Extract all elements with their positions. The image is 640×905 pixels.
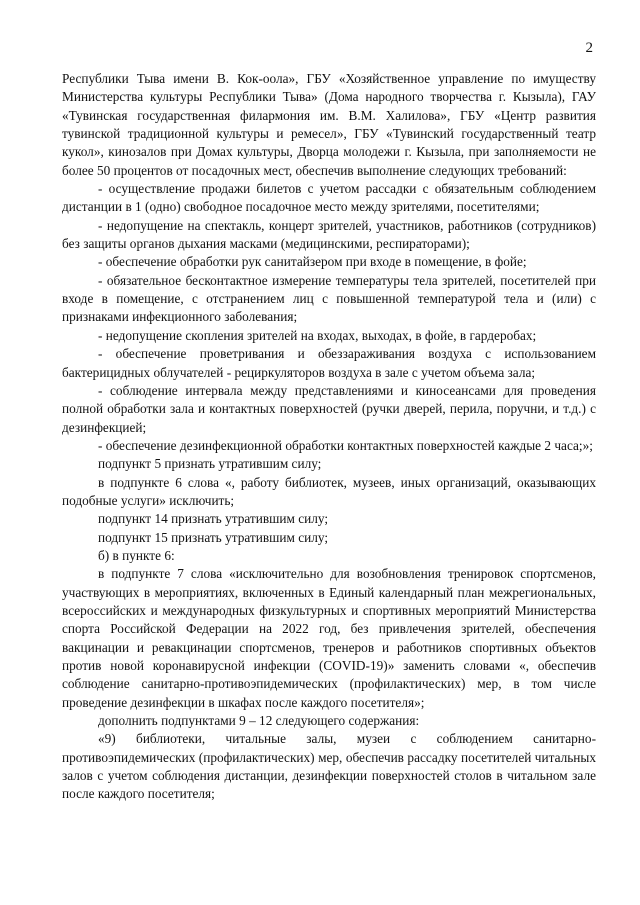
paragraph: - недопущение на спектакль, концерт зрителей, участников, работников (сотрудников) без защиты органов дыхания масками (медицинскими, респираторами); <box>62 217 596 252</box>
paragraph: «9) библиотеки, читальные залы, музеи с соблюдением санитарно-противоэпидемических (профилактических) мер, обеспечив рассадку посетителей читальных залов с учетом соблюдения дистанции, дезинфекции поверхностей столов в читальном зале после каждого посетителя; <box>62 731 596 802</box>
paragraph: - обеспечение дезинфекционной обработки контактных поверхностей каждые 2 часа;»; <box>98 437 593 453</box>
paragraph: - обеспечение проветривания и обеззараживания воздуха с использованием бактерицидных облучателей - рециркуляторов воздуха в зале с учетом объема зала; <box>62 346 596 380</box>
paragraph: Республики Тыва имени В. Кок-оола», ГБУ «Хозяйственное управление по имуществу Министерства культуры Республики Тыва» (Дома народного творчества г. Кызыла), ГАУ «Тувинская государственная филармония им. В.М. Халилова», ГБУ «Центр развития тувинской традиционной культуры и ремесел», ГБУ «Тувинский государственный театр кукол», кинозалов при Домах культуры, Дворца молодежи г. Кызыла, при заполняемости не более 50 процентов от посадочных мест, обеспечив выполнение следующих требований: <box>62 71 596 178</box>
paragraph: подпункт 15 признать утратившим силу; <box>98 529 329 545</box>
paragraph: - обеспечение обработки рук санитайзером при входе в помещение, в фойе; <box>98 254 527 270</box>
document-body <box>62 70 596 804</box>
paragraph: подпункт 5 признать утратившим силу; <box>98 456 322 472</box>
paragraph: в подпункте 7 слова «исключительно для возобновления тренировок спортсменов, участвующих в мероприятиях, включенных в Единый календарный план межрегиональных, всероссийских и международных физкультурных и спортивных мероприятий Министерства спорта Российской Федерации на 2022 год, без привлечения зрителей, обеспечения вакцинации и ревакцинации спортсменов, тренеров и работников спортивных объектов против новой коронавирусной инфекции (COVID-19)» заменить словами «, обеспечив соблюдение санитарно-противоэпидемических (профилактических) мер, в том числе проведение дезинфекции в шкафах после каждого посетителя»; <box>62 566 596 710</box>
paragraph: в подпункте 6 слова «, работу библиотек, музеев, иных организаций, оказывающих подобные услуги» исключить; <box>62 474 596 508</box>
paragraph: - осуществление продажи билетов с учетом рассадки с обязательным соблюдением дистанции в 1 (одно) свободное посадочное место между зрителями, посетителями; <box>62 181 596 215</box>
paragraph: - недопущение скопления зрителей на входах, выходах, в фойе, в гардеробах; <box>98 327 537 343</box>
paragraph: - соблюдение интервала между представлениями и киносеансами для проведения полной обработки зала и контактных поверхностей (ручки дверей, перила, поручни, и т.д.) с дезинфекцией; <box>62 382 596 435</box>
paragraph: б) в пункте 6: <box>98 547 175 563</box>
page-number: 2 <box>585 40 593 56</box>
paragraph: дополнить подпунктами 9 – 12 следующего содержания: <box>98 713 420 729</box>
paragraph: подпункт 14 признать утратившим силу; <box>98 511 329 527</box>
paragraph: - обязательное бесконтактное измерение температуры тела зрителей, посетителей при входе в помещение, с отстранением лиц с повышенной температурой тела и (или) с признаками инфекционного заболевания; <box>62 272 596 325</box>
